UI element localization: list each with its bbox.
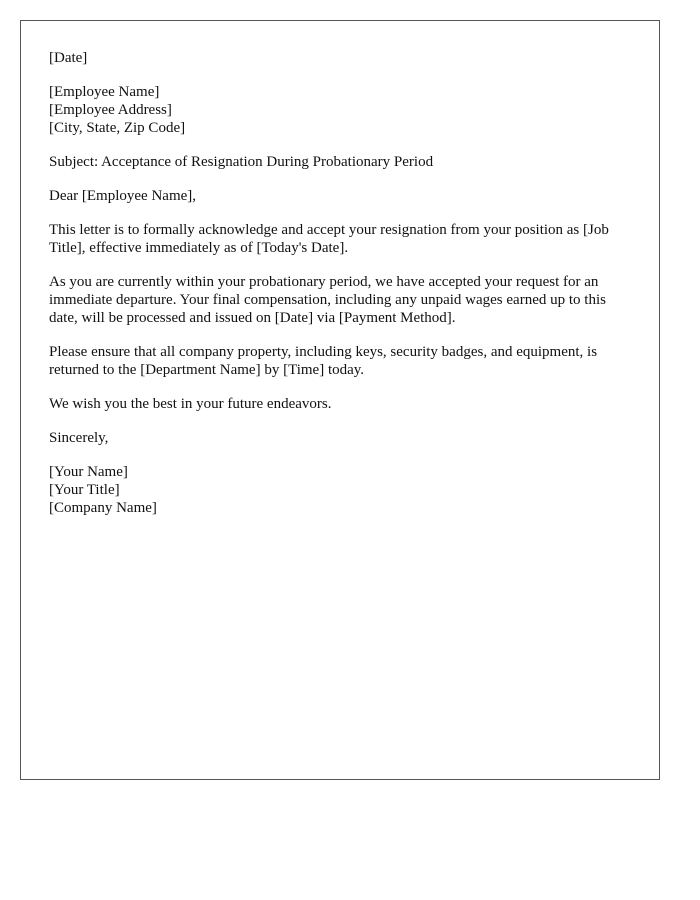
recipient-name: [Employee Name]: [49, 84, 160, 100]
body-paragraph-acknowledgement: This letter is to formally acknowledge and accept your resignation from your position as [Job Title], effective immediately as of [Today's Date].: [49, 222, 609, 256]
signature-block: [49, 463, 629, 517]
letter-page: [20, 20, 660, 780]
closing-text: Sincerely,: [49, 430, 109, 446]
signer-title: [Your Title]: [49, 482, 120, 498]
subject-line: [49, 153, 629, 171]
closing: [49, 429, 629, 447]
body-paragraph-well-wishes: We wish you the best in your future endeavors.: [49, 396, 332, 412]
letter-subject: Subject: Acceptance of Resignation During Probationary Period: [49, 154, 434, 170]
body-paragraph-compensation: As you are currently within your probationary period, we have accepted your request for an immediate departure. Your final compensation, including any unpaid wages earned up to this date, will be processed and issued on [Date] via [Payment Method].: [49, 274, 606, 326]
salutation-text: Dear [Employee Name],: [49, 188, 197, 204]
recipient-address: [Employee Address]: [49, 102, 172, 118]
recipient-city-state-zip: [City, State, Zip Code]: [49, 120, 186, 136]
letter-date: [Date]: [49, 50, 88, 66]
signer-company: [Company Name]: [49, 500, 157, 516]
signer-name: [Your Name]: [49, 464, 128, 480]
recipient-address-block: [49, 83, 629, 137]
body-paragraph-company-property: Please ensure that all company property, including keys, security badges, and equipment, is returned to the [Department Name] by [Time] today.: [49, 344, 598, 378]
date-line: [49, 49, 629, 67]
letter-body: [49, 49, 629, 533]
salutation: [49, 187, 629, 205]
